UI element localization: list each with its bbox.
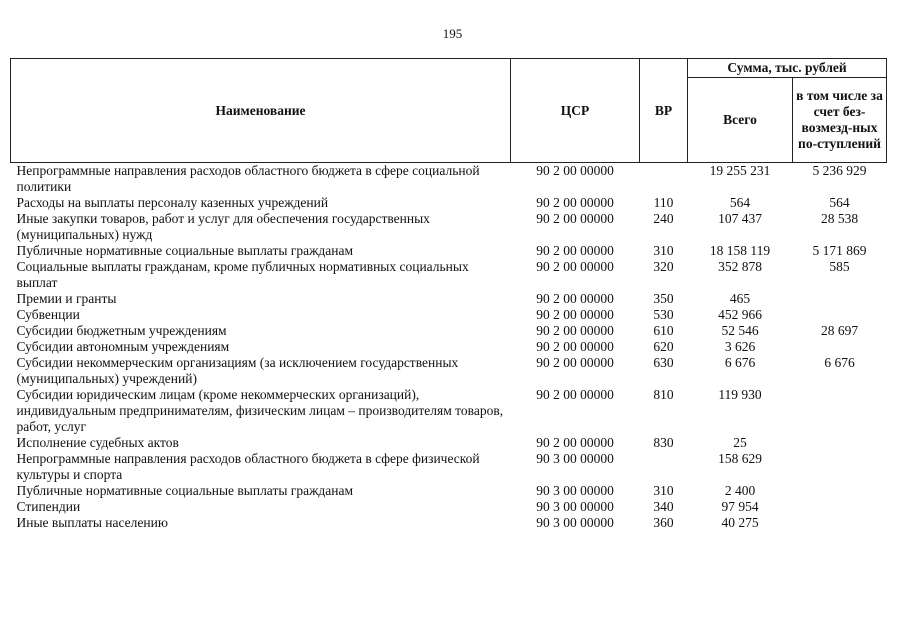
row-csr: 90 2 00 00000 [536,307,614,322]
table-row [11,483,887,499]
row-gratuitous: 5 236 929 [812,163,867,178]
row-name: Непрограммные направления расходов областного бюджета в сфере физической культуры и спорта [16,451,480,482]
row-total: 352 878 [718,259,762,274]
row-gratuitous [793,387,887,435]
row-total: 19 255 231 [709,163,771,178]
row-vr [640,163,688,196]
row-vr: 630 [653,355,674,370]
row-csr: 90 2 00 00000 [536,339,614,354]
row-gratuitous: 5 171 869 [812,243,867,258]
row-gratuitous [793,499,887,515]
table-row [11,211,887,243]
table-row [11,259,887,291]
row-name: Субвенции [16,307,80,322]
row-gratuitous: 585 [829,259,850,274]
row-gratuitous [793,451,887,483]
row-vr: 110 [653,195,674,210]
row-name: Иные выплаты населению [16,515,168,530]
table-row [11,339,887,355]
row-total: 158 629 [718,451,762,466]
row-gratuitous [793,483,887,499]
row-name: Субсидии юридическим лицам (кроме некоммерческих организаций), индивидуальным предпринимателям, физическим лицам – производителям товаров, работ, услуг [16,387,504,434]
row-csr: 90 2 00 00000 [536,243,614,258]
row-name: Публичные нормативные социальные выплаты гражданам [16,483,354,498]
table-row [11,435,887,451]
table-row [11,499,887,515]
row-vr: 620 [653,339,674,354]
row-csr: 90 3 00 00000 [536,483,614,498]
row-vr: 610 [653,323,674,338]
row-csr: 90 2 00 00000 [536,435,614,450]
row-gratuitous [793,291,887,307]
row-total: 52 546 [721,323,759,338]
row-gratuitous [793,307,887,323]
row-gratuitous [793,515,887,531]
table-row [11,243,887,259]
table-header [11,59,887,163]
row-total: 3 626 [724,339,756,354]
row-csr: 90 2 00 00000 [536,355,614,370]
row-gratuitous: 564 [829,195,850,210]
row-name: Социальные выплаты гражданам, кроме публичных нормативных социальных выплат [16,259,469,290]
row-csr: 90 3 00 00000 [536,515,614,530]
row-vr: 360 [653,515,674,530]
row-csr: 90 2 00 00000 [536,195,614,210]
header-name: Наименование [11,59,511,163]
row-csr: 90 2 00 00000 [536,291,614,306]
table-row [11,195,887,211]
table-row [11,451,887,483]
row-gratuitous: 6 676 [824,355,855,370]
table-row [11,515,887,531]
header-amount: Сумма, тыс. рублей [688,59,887,78]
row-gratuitous: 28 697 [820,323,859,338]
row-csr: 90 3 00 00000 [536,451,614,466]
row-name: Субсидии бюджетным учреждениям [16,323,227,338]
row-total: 40 275 [721,515,759,530]
row-vr: 830 [653,435,674,450]
row-name: Непрограммные направления расходов областного бюджета в сфере социальной политики [16,163,480,194]
row-total: 18 158 119 [709,243,771,258]
row-total: 452 966 [718,307,762,322]
row-vr: 530 [653,307,674,322]
header-total: Всего [688,78,793,163]
row-total: 97 954 [721,499,759,514]
row-vr: 240 [653,211,674,226]
row-total: 25 [733,435,747,450]
row-vr: 810 [653,387,674,402]
row-name: Стипендии [16,499,81,514]
budget-table [10,58,887,531]
row-csr: 90 3 00 00000 [536,499,614,514]
row-vr: 310 [653,483,674,498]
row-total: 564 [729,195,751,210]
row-name: Субсидии автономным учреждениям [16,339,230,354]
row-gratuitous [793,435,887,451]
table-row [11,323,887,339]
row-gratuitous: 28 538 [820,211,859,226]
table-row [11,163,887,196]
row-name: Иные закупки товаров, работ и услуг для обеспечения государственных (муниципальных) нужд [16,211,430,242]
row-name: Расходы на выплаты персоналу казенных учреждений [16,195,329,210]
row-gratuitous [793,339,887,355]
row-csr: 90 2 00 00000 [536,387,614,402]
row-vr: 320 [653,259,674,274]
row-name: Исполнение судебных актов [16,435,179,450]
row-vr: 350 [653,291,674,306]
row-total: 107 437 [718,211,762,226]
row-name: Субсидии некоммерческим организациям (за исключением государственных (муниципальных) учреждений) [16,355,459,386]
table-row [11,387,887,435]
table-row [11,291,887,307]
row-total: 2 400 [724,483,756,498]
header-csr: ЦСР [511,59,640,163]
row-total: 119 930 [718,387,762,402]
row-total: 465 [729,291,751,306]
row-vr [640,451,688,483]
row-total: 6 676 [724,355,756,370]
header-gratuitous: в том числе за счет без-возмезд-ных по-ступлений [793,78,887,163]
page-number: 195 [442,26,463,41]
row-vr: 310 [653,243,674,258]
table-row [11,307,887,323]
table-row [11,355,887,387]
row-name: Публичные нормативные социальные выплаты гражданам [16,243,354,258]
row-csr: 90 2 00 00000 [536,259,614,274]
header-vr: ВР [640,59,688,163]
row-vr: 340 [653,499,674,514]
row-csr: 90 2 00 00000 [536,211,614,226]
row-csr: 90 2 00 00000 [536,323,614,338]
table-body [11,163,887,532]
row-csr: 90 2 00 00000 [536,163,614,178]
row-name: Премии и гранты [16,291,117,306]
